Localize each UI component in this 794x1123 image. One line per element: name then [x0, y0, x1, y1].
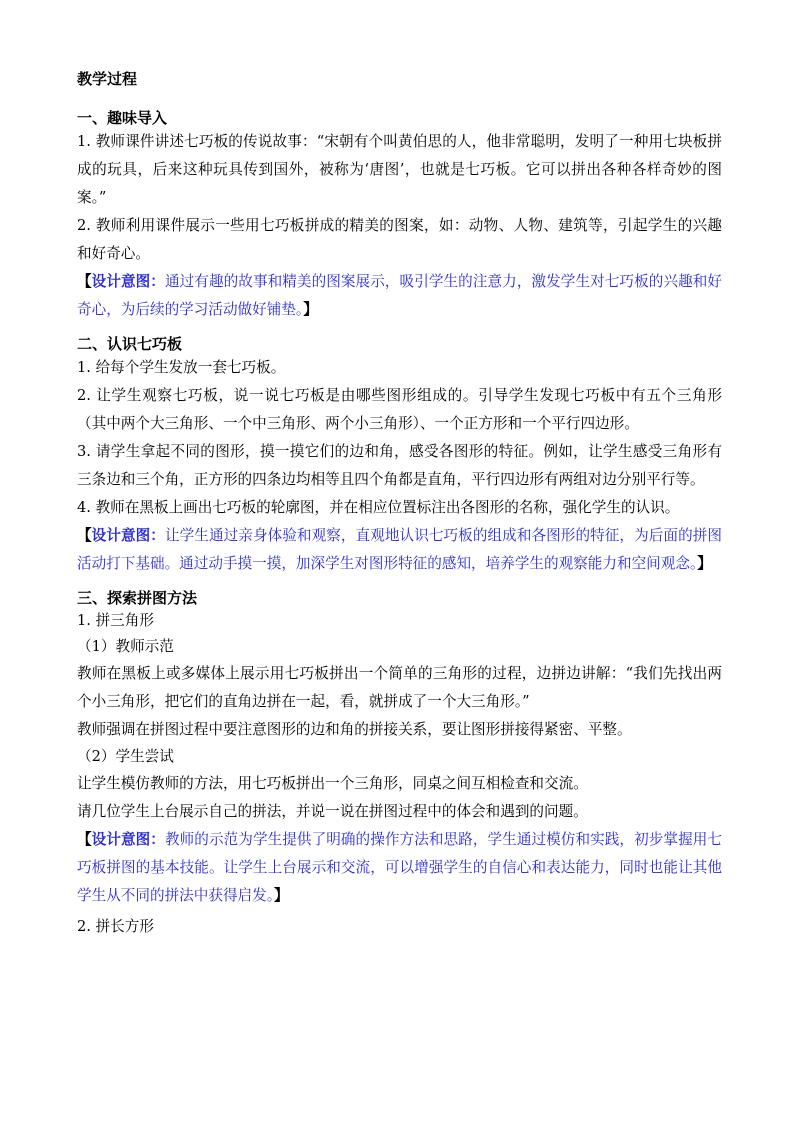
- subheading-triangle: 1. 拼三角形: [77, 612, 154, 629]
- document-title: 教学过程: [77, 70, 138, 88]
- paragraph: 2. 让学生观察七巧板，说一说七巧板是由哪些图形组成的。引导学生发现七巧板中有五个三角形（其中两个大三角形、一个中三角形、两个小三角形）、一个正方形和一个平行四边形。: [77, 387, 722, 432]
- bracket-open: 【: [77, 273, 92, 290]
- subheading-rectangle: 2. 拼长方形: [77, 918, 154, 935]
- design-intent-note: [77, 522, 722, 578]
- paragraph: 1. 给每个学生发放一套七巧板。: [77, 359, 286, 376]
- bracket-open: 【: [77, 527, 92, 544]
- paragraph: 2. 教师利用课件展示一些用七巧板拼成的精美的图案，如：动物、人物、建筑等，引起学生的兴趣和好奇心。: [77, 217, 722, 262]
- design-intent-label: 设计意图：: [91, 831, 165, 848]
- bracket-close: 】: [697, 555, 712, 572]
- paragraph: 1. 教师课件讲述七巧板的传说故事：“宋朝有个叫黄伯思的人，他非常聪明，发明了一种用七块板拼成的玩具，后来这种玩具传到国外，被称为‘唐图’，也就是七巧板。它可以拼出各种各样奇妙的图案。”: [77, 133, 722, 206]
- document-page: [77, 68, 722, 940]
- section-heading-know-tangram: 二、认识七巧板: [77, 335, 183, 353]
- paragraph: 让学生模仿教师的方法，用七巧板拼出一个三角形，同桌之间互相检查和交流。: [77, 775, 588, 792]
- design-intent-label: 设计意图：: [91, 273, 165, 290]
- bracket-open: 【: [77, 831, 92, 848]
- section-heading-intro: 一、趣味导入: [77, 109, 168, 127]
- design-intent-text: 教师的示范为学生提供了明确的操作方法和思路，学生通过模仿和实践，初步掌握用七巧板拼图的基本技能。让学生上台展示和交流，可以增强学生的自信心和表达能力，同时也能让其他学生从不同的拼法中获得启发。: [77, 831, 722, 904]
- subheading-student-try: （2）学生尝试: [77, 748, 174, 765]
- bracket-close: 】: [303, 301, 318, 318]
- paragraph: 教师强调在拼图过程中要注意图形的边和角的拼接关系，要让图形拼接得紧密、平整。: [77, 721, 632, 738]
- bracket-close: 】: [274, 887, 289, 904]
- design-intent-note: [77, 826, 722, 910]
- design-intent-text: 让学生通过亲身体验和观察，直观地认识七巧板的组成和各图形的特征，为后面的拼图活动打下基础。通过动手摸一摸，加深学生对图形特征的感知，培养学生的观察能力和空间观念。: [77, 527, 722, 572]
- design-intent-text: 通过有趣的故事和精美的图案展示，吸引学生的注意力，激发学生对七巧板的兴趣和好奇心，为后续的学习活动做好铺垫。: [77, 273, 722, 318]
- paragraph: 3. 请学生拿起不同的图形，摸一摸它们的边和角，感受各图形的特征。例如，让学生感受三角形有三条边和三个角，正方形的四条边均相等且四个角都是直角，平行四边形有两组对边分别平行等。: [77, 443, 722, 488]
- section-heading-explore: 三、探索拼图方法: [77, 589, 198, 607]
- paragraph: 4. 教师在黑板上画出七巧板的轮廓图，并在相应位置标注出各图形的名称，强化学生的认识。: [77, 499, 680, 516]
- design-intent-label: 设计意图：: [91, 527, 165, 544]
- paragraph: 请几位学生上台展示自己的拼法，并说一说在拼图过程中的体会和遇到的问题。: [77, 803, 588, 820]
- subheading-teacher-demo: （1）教师示范: [77, 638, 174, 655]
- paragraph: 教师在黑板上或多媒体上展示用七巧板拼出一个简单的三角形的过程，边拼边讲解：“我们先找出两个小三角形，把它们的直角边拼在一起，看，就拼成了一个大三角形。”: [77, 665, 722, 710]
- design-intent-note: [77, 268, 722, 324]
